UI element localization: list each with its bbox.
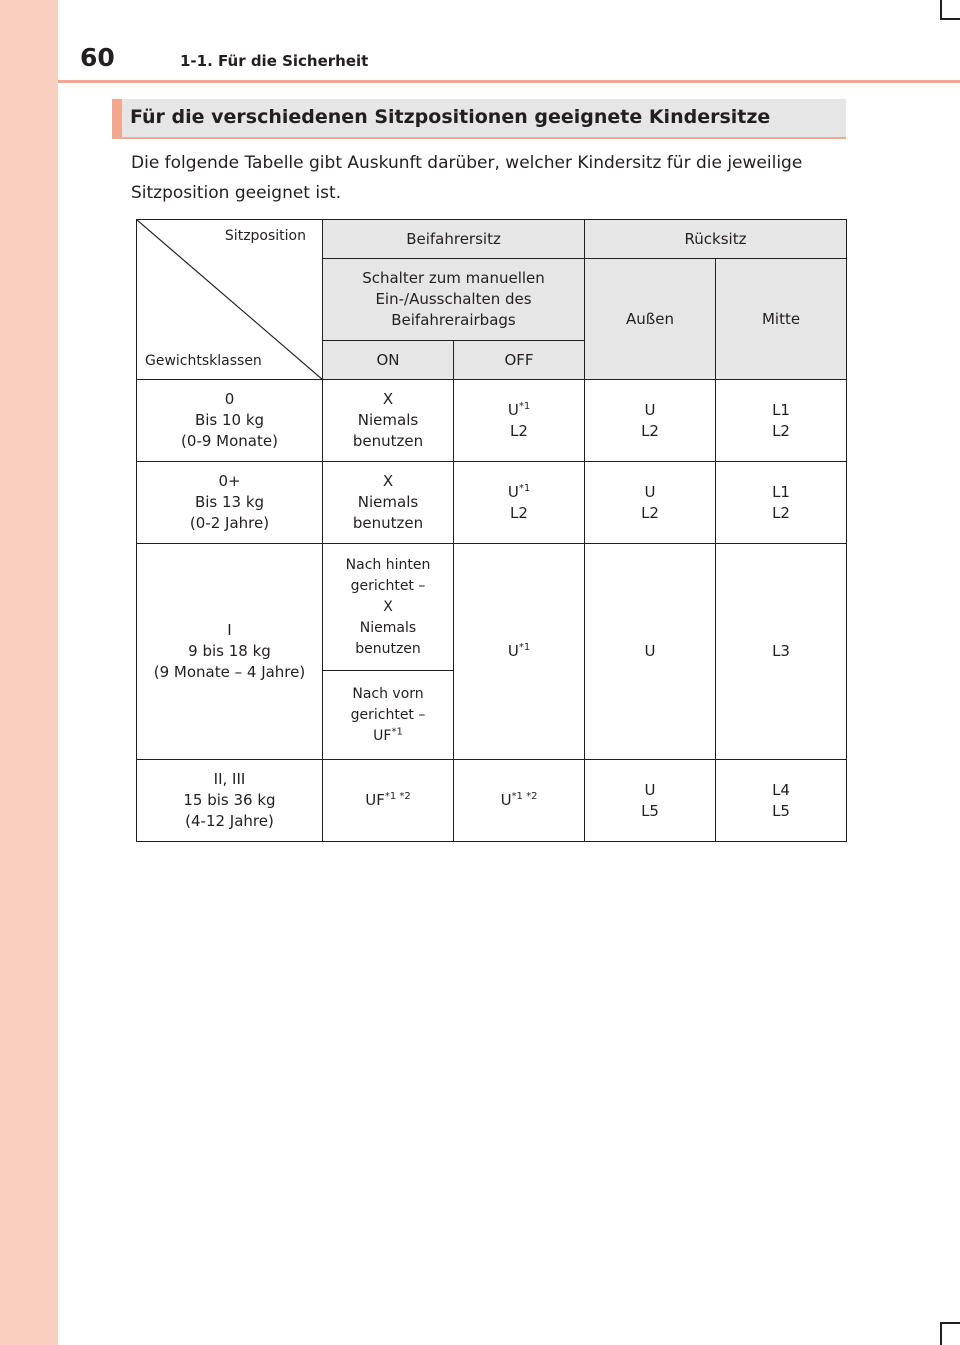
header-aussen: Außen xyxy=(585,259,716,380)
aussen-cell: U xyxy=(585,544,716,760)
header-mitte: Mitte xyxy=(716,259,847,380)
off-cell: $U^{*1}$ L2 xyxy=(454,380,585,462)
on-forward-facing-cell: Nach vorn gerichtet – UF$^{*1}$ xyxy=(323,671,454,760)
child-seat-table xyxy=(136,219,847,842)
header-off: OFF xyxy=(454,341,585,380)
table-row xyxy=(137,760,847,842)
crop-mark xyxy=(940,0,942,20)
corner-label-gewichtsklassen: Gewichtsklassen xyxy=(145,353,262,369)
on-cell: $UF^{*1 *2}$ xyxy=(323,760,454,842)
mitte-cell: L3 xyxy=(716,544,847,760)
page-sidebar xyxy=(0,0,58,1345)
header-ruecksitz: Rücksitz xyxy=(585,220,847,259)
header-beifahrersitz: Beifahrersitz xyxy=(323,220,585,259)
section-title: 1-1. Für die Sicherheit xyxy=(180,52,369,70)
weight-class-cell: II, III 15 bis 36 kg (4-12 Jahre) xyxy=(137,760,323,842)
heading-text: Für die verschiedenen Sitzpositionen geeignete Kindersitze xyxy=(130,106,771,128)
header-airbag-switch-label: Schalter zum manuellen Ein-/Ausschalten des Beifahrerairbags xyxy=(362,269,545,329)
crop-mark xyxy=(940,1322,960,1324)
table-corner-cell xyxy=(137,220,323,380)
intro-paragraph: Die folgende Tabelle gibt Auskunft darüber, welcher Kindersitz für die jeweilige Sitzposition geeignet ist. xyxy=(131,153,803,203)
off-cell: $U^{*1}$ xyxy=(454,544,585,760)
header-rule xyxy=(58,80,960,83)
section-heading xyxy=(112,99,846,139)
aussen-cell: U L2 xyxy=(585,462,716,544)
weight-class-cell: 0 Bis 10 kg (0-9 Monate) xyxy=(137,380,323,462)
mitte-cell: L1 L2 xyxy=(716,462,847,544)
mitte-cell: L4 L5 xyxy=(716,760,847,842)
page-number: 60 xyxy=(80,43,115,72)
aussen-cell: U L2 xyxy=(585,380,716,462)
header-on: ON xyxy=(323,341,454,380)
off-cell: $U^{*1}$ L2 xyxy=(454,462,585,544)
on-cell: X Niemals benutzen xyxy=(323,462,454,544)
corner-label-sitzposition: Sitzposition xyxy=(224,228,306,244)
aussen-cell: U L5 xyxy=(585,760,716,842)
mitte-cell: L1 L2 xyxy=(716,380,847,462)
table-row xyxy=(137,544,847,671)
weight-class-cell: 0+ Bis 13 kg (0-2 Jahre) xyxy=(137,462,323,544)
table-row xyxy=(137,462,847,544)
weight-class-cell: I 9 bis 18 kg (9 Monate – 4 Jahre) xyxy=(137,544,323,760)
heading-accent xyxy=(112,99,122,137)
header-airbag-switch xyxy=(323,259,585,341)
on-rear-facing-cell: Nach hinten gerichtet – X Niemals benutzen xyxy=(323,544,454,671)
on-cell: X Niemals benutzen xyxy=(323,380,454,462)
crop-mark xyxy=(940,18,960,20)
crop-mark xyxy=(940,1322,942,1345)
table-row xyxy=(137,380,847,462)
off-cell: $U^{*1 *2}$ xyxy=(454,760,585,842)
